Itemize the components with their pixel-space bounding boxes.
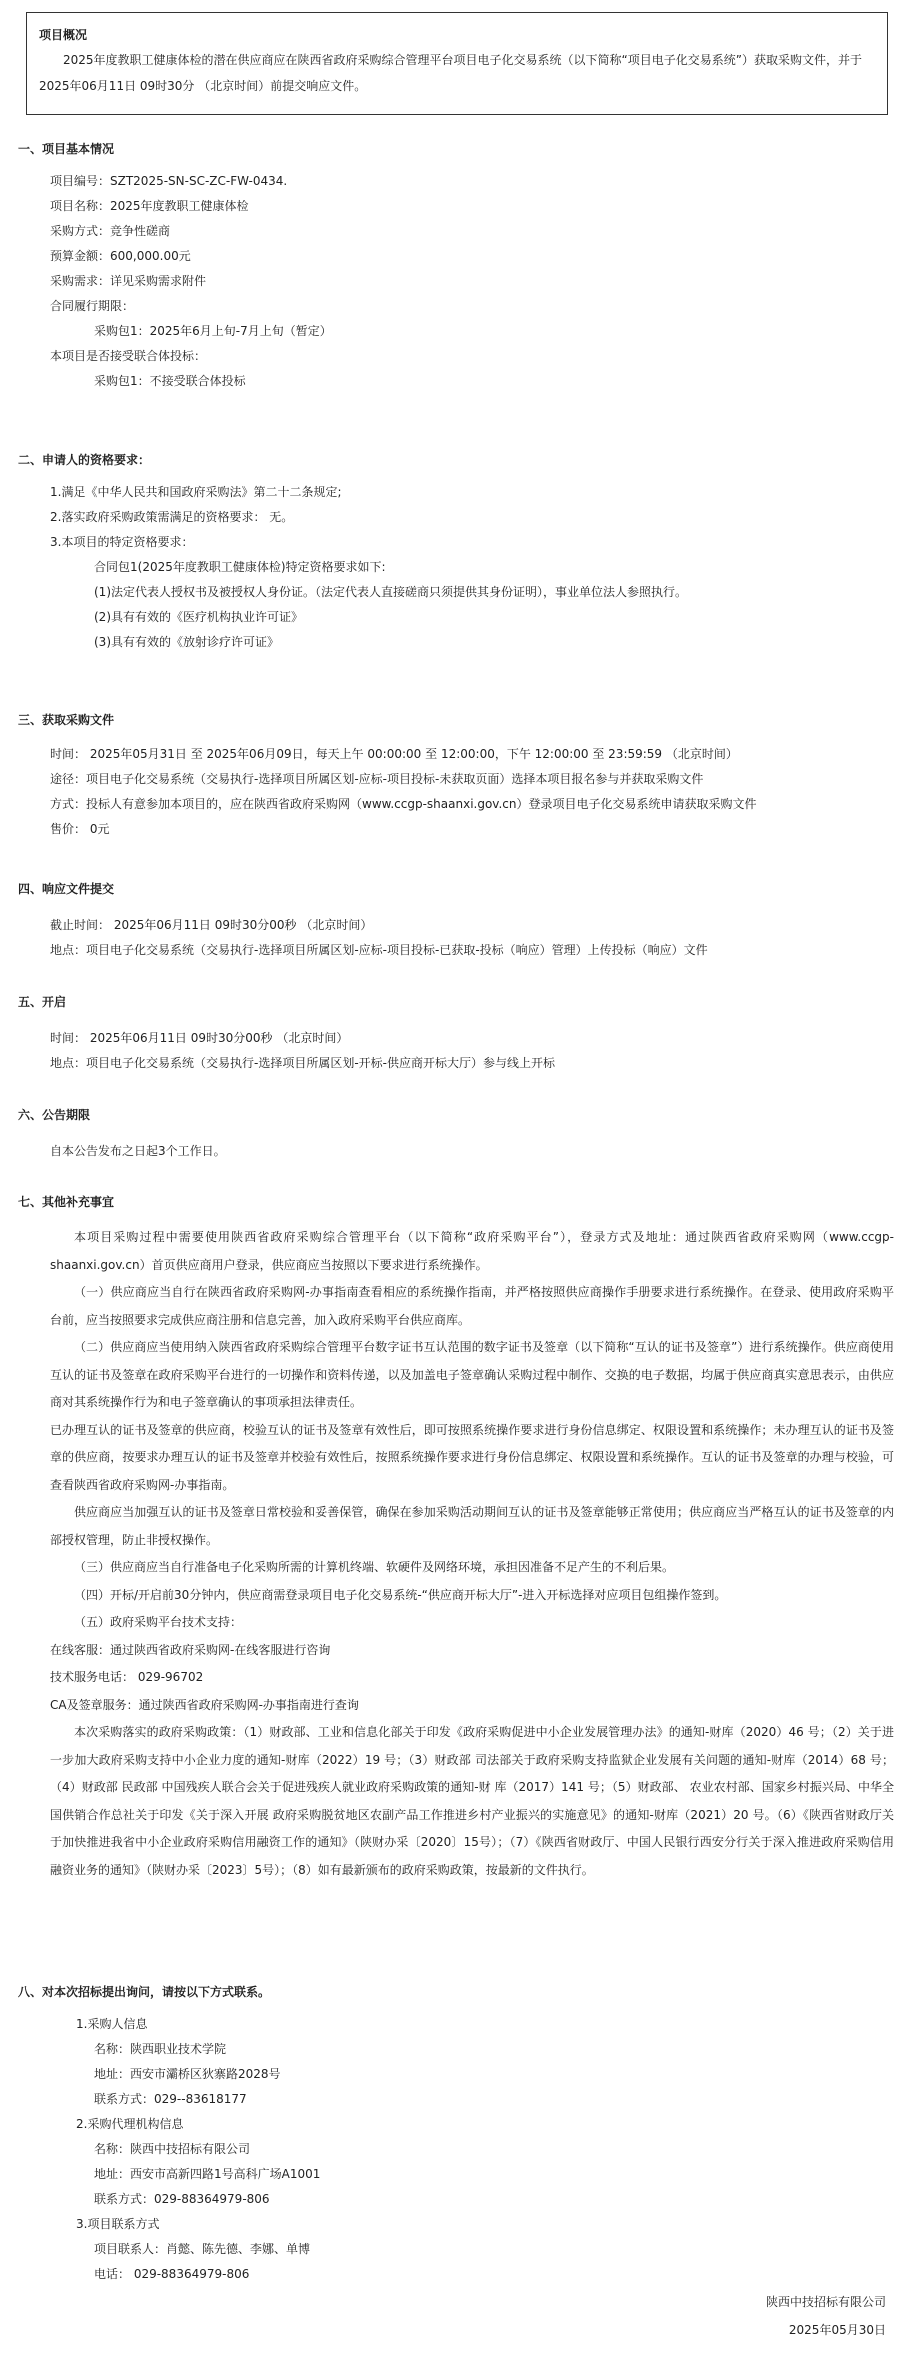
obtain-price: 售价： 0元	[50, 822, 110, 836]
other-paragraph: 本项目采购过程中需要使用陕西省政府采购综合管理平台（以下简称“政府采购平台”），登录方式及地址：通过陕西省政府采购网（www.ccgp-shaanxi.gov.cn）首页供应商用户登录，供应商应当按照以下要求进行系统操作。	[50, 1230, 894, 1272]
contact-group-title: 3.项目联系方式	[76, 2217, 160, 2231]
requirement-item: (2)具有有效的《医疗机构执业许可证》	[94, 610, 303, 624]
qualification-item: 1.满足《中华人民共和国政府采购法》第二十二条规定;	[50, 485, 342, 499]
consortium-package: 采购包1：不接受联合体投标	[94, 374, 246, 388]
section-other-matters	[18, 1190, 894, 1884]
procurement-method: 采购方式：竞争性磋商	[50, 224, 171, 238]
contact-group-title: 2.采购代理机构信息	[76, 2117, 184, 2131]
overview-body: 2025年度教职工健康体检的潜在供应商应在陕西省政府采购综合管理平台项目电子化交易系统（以下简称“项目电子化交易系统”）获取采购文件，并于 2025年06月11日 09时30分 （北京时间）前提交响应文件。	[39, 53, 862, 93]
section-qualifications	[18, 448, 894, 655]
opening-time: 时间： 2025年06月11日 09时30分00秒 （北京时间）	[50, 1031, 349, 1045]
other-paragraph: （二）供应商应当使用纳入陕西省政府采购综合管理平台数字证书互认范围的数字证书及签章（以下简称“互认的证书及签章”）进行系统操作。供应商使用互认的证书及签章在政府采购平台进行的一切操作和资料传递，以及加盖电子签章确认采购过程中制作、交换的电子数据，均属于供应商真实意思表示，由供应商对其系统操作行为和电子签章确认的事项承担法律责任。	[50, 1340, 894, 1409]
other-paragraph: （三）供应商应当自行准备电子化采购所需的计算机终端、软硬件及网络环境，承担因准备不足产生的不利后果。	[74, 1560, 675, 1574]
consortium-label: 本项目是否接受联合体投标：	[50, 349, 207, 363]
section-opening	[18, 990, 894, 1076]
obtain-way: 途径：项目电子化交易系统（交易执行-选择项目所属区划-应标-项目投标-未获取页面）选择本项目报名参与并获取采购文件	[50, 772, 704, 786]
purchaser-phone: 联系方式：029--83618177	[94, 2092, 247, 2106]
other-paragraph: （五）政府采购平台技术支持：	[74, 1615, 243, 1629]
contract-period-label: 合同履行期限：	[50, 299, 135, 313]
section-heading: 八、对本次招标提出询问，请按以下方式联系。	[18, 1985, 271, 1999]
opening-place: 地点：项目电子化交易系统（交易执行-选择项目所属区划-开标-供应商开标大厅）参与线上开标	[50, 1056, 555, 1070]
section-heading: 一、项目基本情况	[18, 142, 115, 156]
signature-company: 陕西中技招标有限公司	[765, 2295, 886, 2309]
notice-period-text: 自本公告发布之日起3个工作日。	[50, 1144, 226, 1158]
project-number: 项目编号：SZT2025-SN-SC-ZC-FW-0434.	[50, 174, 288, 188]
package-requirement-title: 合同包1(2025年度教职工健康体检)特定资格要求如下:	[94, 560, 386, 574]
requirement-item: (1)法定代表人授权书及被授权人身份证。（法定代表人直接磋商只须提供其身份证明），事业单位法人参照执行。	[94, 585, 688, 599]
section-heading: 五、开启	[18, 995, 67, 1009]
project-contacts: 项目联系人：肖懿、陈先德、李娜、单博	[94, 2242, 311, 2256]
obtain-time: 时间： 2025年05月31日 至 2025年06月09日，每天上午 00:00:00 至 12:00:00，下午 12:00:00 至 23:59:59 （北京时间）	[50, 747, 738, 761]
tech-phone: 技术服务电话： 029-96702	[50, 1670, 204, 1684]
other-paragraph: （一）供应商应当自行在陕西省政府采购网-办事指南查看相应的系统操作指南，并严格按照供应商操作手册要求进行系统操作。在登录、使用政府采购平台前，应当按照要求完成供应商注册和信息完善，加入政府采购平台供应商库。	[50, 1285, 894, 1327]
other-paragraph: 已办理互认的证书及签章的供应商，校验互认的证书及签章有效性后，即可按照系统操作要求进行身份信息绑定、权限设置和系统操作；未办理互认的证书及签章的供应商，按要求办理互认的证书及签章并校验有效性后，按照系统操作要求进行身份信息绑定、权限设置和系统操作。互认的证书及签章的办理与校验，可查看陕西省政府采购网-办事指南。	[50, 1422, 894, 1492]
contract-period-package: 采购包1：2025年6月上旬-7月上旬（暂定）	[94, 324, 332, 338]
section-heading: 六、公告期限	[18, 1108, 91, 1122]
section-basic-info	[18, 137, 894, 394]
obtain-method: 方式：投标人有意参加本项目的，应在陕西省政府采购网（www.ccgp-shaanxi.gov.cn）登录项目电子化交易系统申请获取采购文件	[50, 797, 757, 811]
budget-amount: 预算金额：600,000.00元	[50, 249, 191, 263]
policy-paragraph: 本次采购落实的政府采购政策：（1）财政部、工业和信息化部关于印发《政府采购促进中小企业发展管理办法》的通知-财库（2020）46 号；（2）关于进一步加大政府采购支持中小企业力度的通知-财库（2022）19 号；（3）财政部 司法部关于政府采购支持监狱企业发展有关问题的通知-财库（2014）68 号；（4）财政部 民政部 中国残疾人联合会关于促进残疾人就业政府采购政策的通知-财 库（2017）141 号；（5）财政部、 农业农村部、国家乡村振兴局、中华全国供销合作总社关于印发《关于深入开展 政府采购脱贫地区农副产品工作推进乡村产业振兴的实施意见》的通知-财库（2021）20 号。（6）《陕西省财政厅关于加快推进我省中小企业政府采购信用融资工作的通知》（陕财办采〔2020〕15号）；（7）《陕西省财政厅、中国人民银行西安分行关于深入推进政府采购信用融资业务的通知》（陕财办采〔2023〕5号）；（8）如有最新颁布的政府采购政策，按最新的文件执行。	[50, 1725, 894, 1877]
agency-phone: 联系方式：029-88364979-806	[94, 2192, 270, 2206]
section-contacts	[18, 1980, 894, 2287]
purchaser-name: 名称：陕西职业技术学院	[94, 2042, 227, 2056]
section-heading: 七、其他补充事宜	[18, 1195, 115, 1209]
project-name: 项目名称：2025年度教职工健康体检	[50, 199, 249, 213]
signature-block	[766, 2288, 886, 2344]
section-heading: 二、申请人的资格要求：	[18, 453, 151, 467]
submit-place: 地点：项目电子化交易系统（交易执行-选择项目所属区划-应标-项目投标-已获取-投标（响应）管理）上传投标（响应）文件	[50, 943, 708, 957]
section-obtain-documents	[18, 708, 894, 842]
section-notice-period	[18, 1103, 894, 1164]
agency-address: 地址：西安市高新四路1号高科广场A1001	[94, 2167, 321, 2181]
section-heading: 四、响应文件提交	[18, 882, 115, 896]
agency-name: 名称：陕西中技招标有限公司	[94, 2142, 251, 2156]
other-paragraph: 供应商应当加强互认的证书及签章日常校验和妥善保管，确保在参加采购活动期间互认的证书及签章能够正常使用；供应商应当严格互认的证书及签章的内部授权管理，防止非授权操作。	[50, 1505, 894, 1547]
submit-deadline: 截止时间： 2025年06月11日 09时30分00秒 （北京时间）	[50, 918, 373, 932]
procurement-requirement: 采购需求：详见采购需求附件	[50, 274, 207, 288]
requirement-item: (3)具有有效的《放射诊疗许可证》	[94, 635, 279, 649]
qualification-item: 2.落实政府采购政策需满足的资格要求： 无。	[50, 510, 294, 524]
section-submit-response	[18, 877, 894, 963]
overview-title: 项目概况	[39, 28, 88, 42]
section-heading: 三、获取采购文件	[18, 713, 115, 727]
qualification-item: 3.本项目的特定资格要求：	[50, 535, 194, 549]
project-phone: 电话： 029-88364979-806	[94, 2267, 250, 2281]
purchaser-address: 地址：西安市灞桥区狄寨路2028号	[94, 2067, 281, 2081]
contact-group-title: 1.采购人信息	[76, 2017, 148, 2031]
project-overview-box	[26, 12, 888, 115]
other-paragraph: （四）开标/开启前30分钟内，供应商需登录项目电子化交易系统-“供应商开标大厅”-进入开标选择对应项目包组操作签到。	[74, 1587, 727, 1602]
signature-date: 2025年05月30日	[788, 2323, 886, 2337]
online-service: 在线客服：通过陕西省政府采购网-在线客服进行咨询	[50, 1642, 331, 1657]
ca-service: CA及签章服务：通过陕西省政府采购网-办事指南进行查询	[50, 1697, 359, 1712]
